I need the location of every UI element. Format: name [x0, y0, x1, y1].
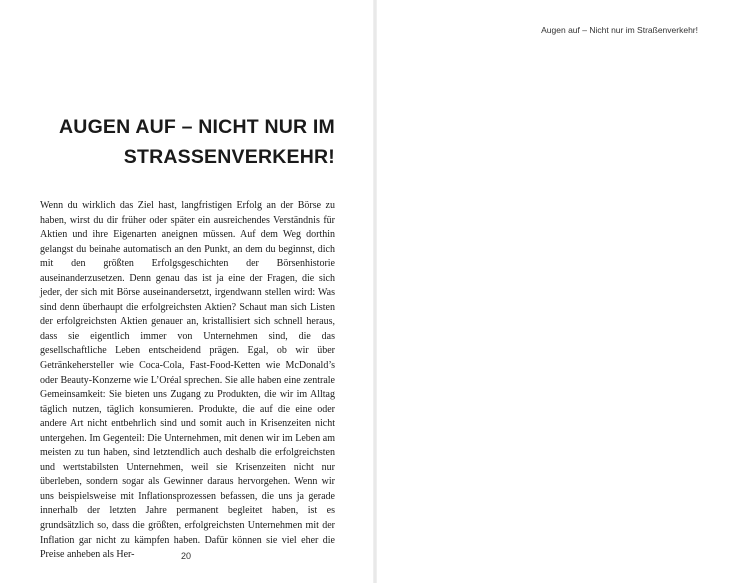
left-paragraph: Wenn du wirklich das Ziel hast, langfristigen Erfolg an der Börse zu haben, wirst du dir früher oder später ein ausreichendes Verständnis für Aktien und ihre Eigenarten aneignen müssen. Auf dem Weg dorthin gelangst du beinahe automatisch an den Punkt, an dem du beginnst, dich mit den größten Erfolgsgeschichten der Börsenhistorie auseinanderzusetzen. Denn genau das ist ja eine der Fragen, die sich jeder, der sich mit Börse auseinandersetzt, irgendwann stellen wird: Was sind denn überhaupt die erfolgreichsten Aktien? Schaut man sich Listen der erfolgreichsten Aktien genauer an, kristallisiert sich schnell heraus, dass sie eigentlich immer von Unternehmen sind, die das gesellschaftliche Leben entscheidend prägen. Egal, ob wir über Getränkehersteller wie Coca-Cola, Fast-Food-Ketten wie McDonald’s oder Beauty-Konzerne wie L’Oréal sprechen. Sie alle haben eine zentrale Gemeinsamkeit: Sie bieten uns Zugang zu Produkten, die wir im Alltag täglich nutzen, täglich konsumieren. Produkte, die auf die eine oder andere Art nicht entbehrlich sind und somit auch in Krisenzeiten nicht untergehen. Im Gegenteil: Die Unternehmen, mit denen wir im Leben am meisten zu tun haben, sind letztendlich auch deshalb die erfolgreichsten und wertstabilsten Unternehmen, weil sie Krisenzeiten nicht nur überleben, sondern sogar als Gewinner daraus hervorgehen. Wenn wir uns beispielsweise mit Inflationsprozessen befassen, die uns ja gerade innerhalb der letzten Jahre permanent begleitet haben, ist es grundsätzlich so, dass die größten, erfolgreichsten Unternehmen mit der Inflation gar nicht zu kämpfen haben. Dafür können sie viel eher die Preise anheben als Her-: [40, 200, 335, 561]
chapter-title: [40, 112, 335, 172]
chapter-title-line-1: AUGEN AUF – NICHT NUR IM: [59, 116, 335, 138]
left-body-text: [40, 199, 335, 563]
running-head: Augen auf – Nicht nur im Straßenverkehr!: [541, 25, 698, 35]
chapter-title-line-2: STRASSENVERKEHR!: [123, 146, 335, 168]
page-number-left: 20: [181, 551, 192, 561]
right-page: [375, 0, 750, 583]
